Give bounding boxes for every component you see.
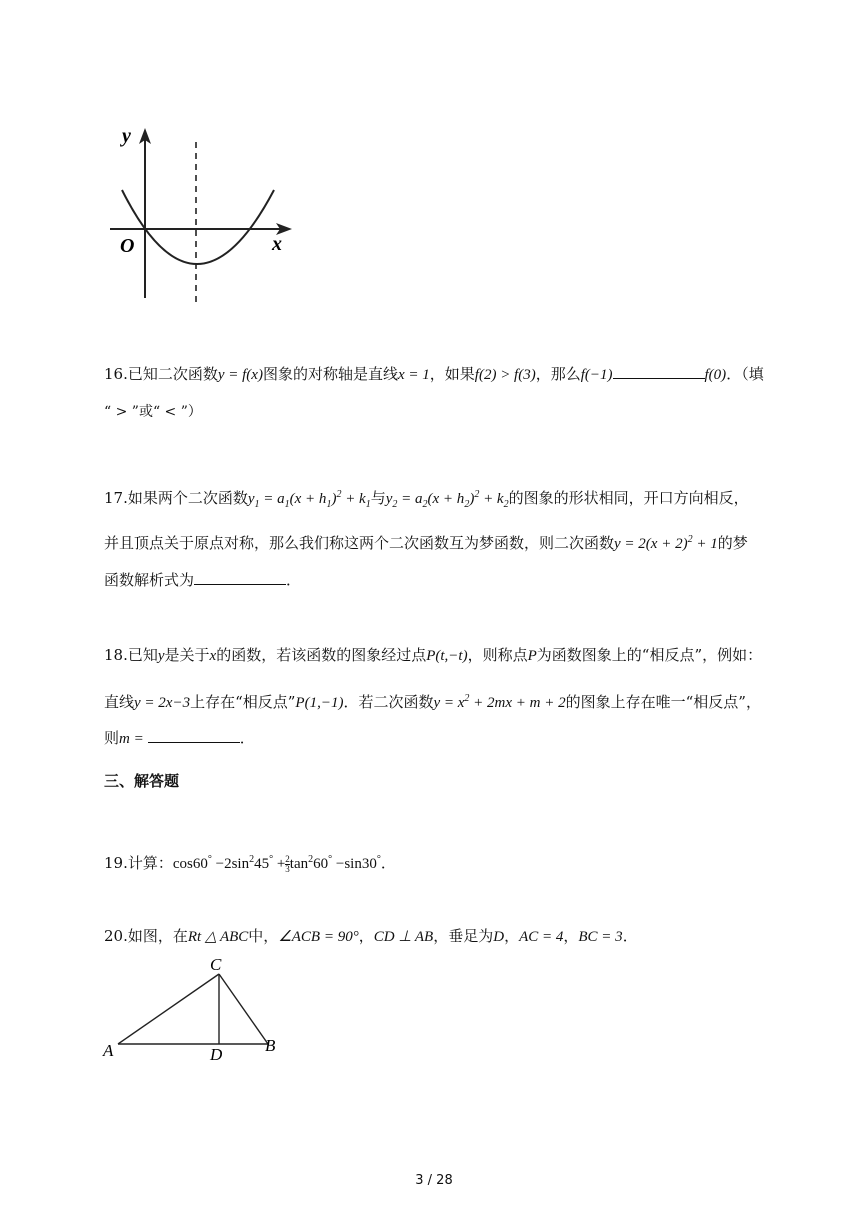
q16-expr-axis: x = 1 — [397, 367, 430, 383]
q20-text: 20.如图，在 — [104, 927, 188, 945]
q16-expr-function: y = f(x) — [217, 367, 263, 383]
q20-text: ，垂足为 — [433, 927, 494, 945]
q17-expr-y2: $y_2 = a_2(x + h_2)^2 + k_2$ — [385, 489, 509, 510]
q18-text: 上存在“相反点” — [190, 693, 296, 711]
q19-label: 19.计算： — [104, 854, 173, 872]
x-label: x — [272, 233, 282, 255]
q20-line — [104, 926, 638, 947]
q20-text: ， — [358, 927, 374, 945]
q18-text: ，则称点 — [467, 646, 528, 664]
parabola-figure — [100, 120, 300, 310]
q18-line3 — [104, 728, 255, 749]
y-label: y — [122, 125, 131, 147]
q18-text: 直线 — [104, 693, 135, 711]
q19-fraction: $\frac{2}{3}$ — [285, 854, 290, 875]
point-d-label: D — [210, 1045, 223, 1064]
q18-text: 是关于 — [164, 646, 210, 664]
vertex-c-label: C — [210, 955, 222, 974]
q20-text: ， — [563, 927, 579, 945]
section-heading: 三、解答题 — [104, 772, 180, 790]
triangle-figure — [100, 952, 300, 1067]
side-bc — [219, 974, 268, 1044]
q18-example-point: P(1,−1) — [295, 695, 344, 711]
q20-expr-perp: CD ⊥ AB — [373, 929, 434, 945]
q18-text: 则 — [104, 729, 120, 747]
q17-text: 的图象的形状相同，开口方向相反， — [508, 489, 749, 507]
q17-text: 与 — [370, 489, 386, 507]
q18-answer-blank[interactable] — [148, 728, 240, 743]
q20-expr-angle: ∠ACB = 90° — [278, 929, 359, 945]
q16-text: ，那么 — [535, 365, 581, 383]
q16-expr-f0: f(0) — [704, 367, 727, 383]
q17-text: 并且顶点关于原点对称，那么我们称这两个二次函数互为梦函数，则二次函数 — [104, 534, 615, 552]
q18-text: 18.已知 — [104, 646, 158, 664]
q17-expr-y1: $y_1 = a_1(x + h_1)^2 + k_1$ — [247, 489, 371, 510]
q16-answer-blank[interactable] — [613, 364, 705, 379]
q18-var-p: P — [527, 648, 537, 664]
q16-line1 — [104, 364, 764, 385]
q16-expr-f-minus1: f(−1) — [580, 367, 613, 383]
q17-text: 17.如果两个二次函数 — [104, 489, 248, 507]
q20-expr-bc: BC = 3 — [578, 929, 623, 945]
q18-var-x: x — [209, 648, 217, 664]
q20-text: ， — [504, 927, 520, 945]
q18-expr-line: y = 2x−3 — [134, 695, 191, 711]
side-ac — [118, 974, 219, 1044]
q16-hint: “ > ”或“ < ”） — [104, 404, 202, 420]
q16-line2 — [104, 402, 202, 422]
q18-expr-quadratic: $y = x^2 + 2mx + m + 2$ — [433, 693, 566, 711]
origin-label: O — [120, 235, 135, 257]
q18-line2 — [104, 689, 761, 713]
q18-text: 的函数，若该函数的图象经过点 — [216, 646, 427, 664]
q18-text: 的图象上存在唯一“相反点”， — [565, 693, 761, 711]
q17-line2 — [104, 530, 748, 554]
q18-line1 — [104, 645, 762, 666]
q16-text: 图象的对称轴是直线 — [262, 365, 398, 383]
q19-text: ． — [380, 854, 396, 872]
q17-text: 函数解析式为 — [104, 571, 195, 589]
vertex-a-label: A — [103, 1041, 114, 1060]
q18-text: 为函数图象上的“相反点”，例如： — [536, 646, 763, 664]
q16-expr-condition: f(2) > f(3) — [474, 367, 536, 383]
q20-text: 中， — [248, 927, 279, 945]
q18-expr-m: m = — [119, 731, 144, 747]
q20-text: ． — [622, 927, 638, 945]
q17-answer-blank[interactable] — [194, 570, 286, 585]
q17-text: 的梦 — [717, 534, 748, 552]
q18-point: P(t,−t) — [426, 648, 468, 664]
q16-text: ，如果 — [429, 365, 475, 383]
q19-expression: $\cos 60^\circ -2\sin^245^\circ$ + $\frac{2}{3}$ $\tan^260^\circ -\sin 30^\circ$ — [172, 854, 381, 875]
q16-text: ．（填 — [726, 365, 764, 383]
q19-line — [104, 850, 396, 874]
q16-text: 16.已知二次函数 — [104, 365, 218, 383]
q20-expr-triangle: Rt △ ABC — [187, 929, 249, 945]
page-number: 3 / 28 — [415, 1173, 453, 1188]
vertex-b-label: B — [265, 1036, 276, 1055]
q17-line3 — [104, 570, 301, 590]
q18-text: ．若二次函数 — [343, 693, 434, 711]
q17-line1 — [104, 485, 749, 515]
q17-text: ． — [286, 571, 302, 589]
q17-expr-given: $y = 2(x + 2)^2 + 1$ — [614, 534, 718, 552]
q20-var-d: D — [493, 929, 505, 945]
q18-text: ． — [239, 729, 255, 747]
q18-var-y: y — [157, 648, 165, 664]
q20-expr-ac: AC = 4 — [519, 929, 564, 945]
